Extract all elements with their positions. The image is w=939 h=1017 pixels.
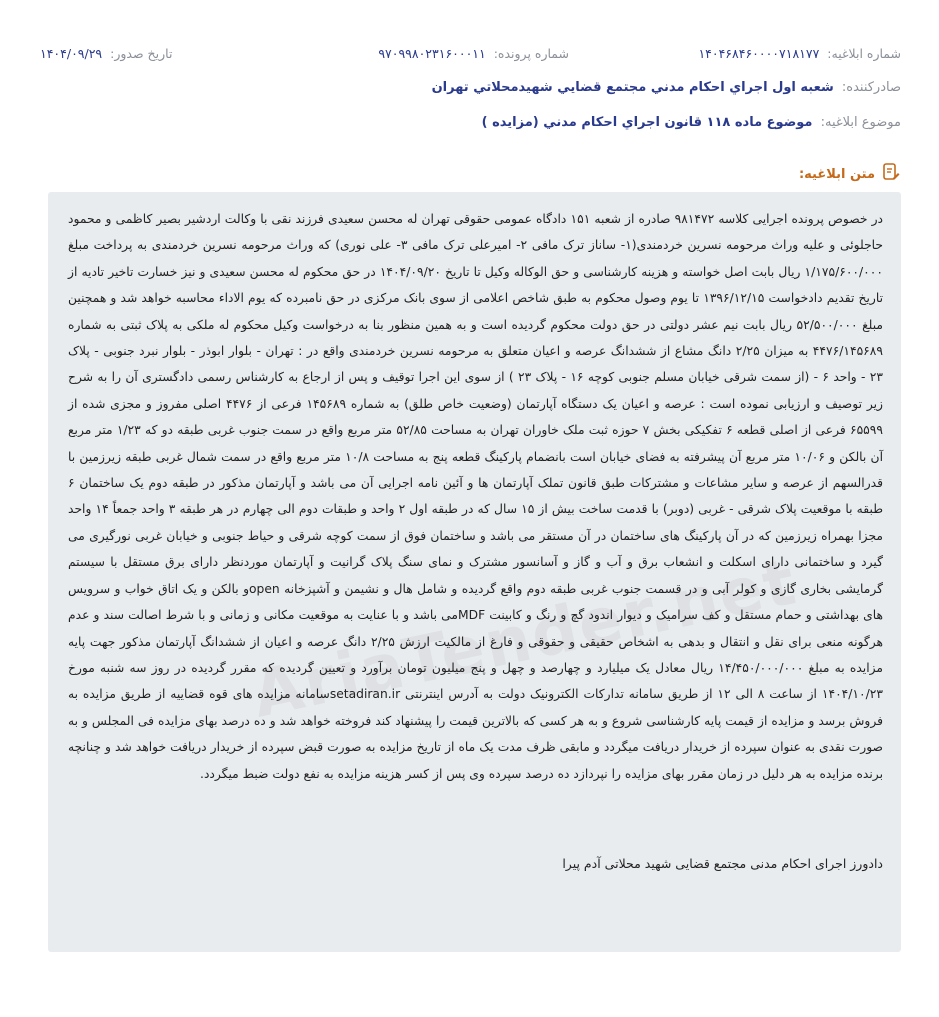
issuer-row bbox=[432, 80, 901, 95]
case-number-value: ۹۷۰۹۹۸۰۲۳۱۶۰۰۰۱۱ bbox=[378, 46, 486, 61]
subject-value: موضوع ماده ۱۱۸ قانون اجراي احكام مدني (مزايده ) bbox=[481, 115, 813, 130]
case-number-label: شماره پرونده: bbox=[493, 46, 569, 61]
issuer-label: صادرکننده: bbox=[841, 80, 901, 95]
document-edit-icon bbox=[881, 162, 901, 186]
notice-number-label: شماره ابلاغیه: bbox=[827, 46, 901, 61]
notice-number bbox=[698, 46, 901, 61]
notice-text-panel bbox=[48, 192, 901, 952]
case-number bbox=[378, 46, 569, 61]
notice-meta bbox=[40, 46, 901, 66]
issue-date-label: تاریخ صدور: bbox=[110, 46, 173, 61]
notice-text-heading bbox=[799, 162, 901, 186]
issuer-value: شعبه اول اجراي احكام مدني مجتمع قضايي شهيدمحلاتي تهران bbox=[431, 80, 834, 95]
signature: دادورز اجرای احکام مدنی مجتمع قضایی شهید محلاتی آدم پیرا bbox=[562, 856, 883, 871]
issue-date-value: ۱۴۰۴/۰۹/۲۹ bbox=[40, 46, 103, 61]
subject-label: موضوع ابلاغیه: bbox=[820, 115, 901, 130]
issue-date bbox=[40, 46, 172, 61]
notice-body: در خصوص پرونده اجرایی کلاسه ۹۸۱۴۷۲ صادره از شعبه ۱۵۱ دادگاه عمومی حقوقی تهران له محسن سعیدی فرزند نقی با وکالت اردشیر بصیر کاظمی و محمود حاجلوئی و علیه وراث مرحومه نسرین خردمندی(۱- ساناز ترک مافی ۲- امیرعلی ترک مافی ۳- علی نوری) که وراث مرحومه نسرین خردمندی به پرداخت مبلغ ۱/۱۷۵/۶۰۰/۰۰۰ ریال بابت اصل خواسته و هزینه کارشناسی و حق الوکاله وکیل تا تاریخ ۱۴۰۴/۰۹/۲۰ در حق محکوم له محسن سعیدی و نیز خسارت تاخیر تادیه از تاریخ تقدیم دادخواست ۱۳۹۶/۱۲/۱۵ تا یوم وصول محکوم به طبق شاخص اعلامی از سوی بانک مرکزی در حق نامبرده که یوم الاداء محاسبه خواهد شد و همچنین مبلغ ۵۲/۵۰۰/۰۰۰ ریال بابت نیم عشر دولتی در حق دولت محکوم گردیده است و به همین منظور بنا به درخواست وکیل محکوم له ملکی به پلاک ثبتی به شماره ۴۴۷۶/۱۴۵۶۸۹ به میزان ۲/۲۵ دانگ مشاع از ششدانگ عرصه و اعیان متعلق به مرحومه نسرین خردمندی واقع در : تهران - بلوار ابوذر - بلوار نبرد جنوبی - پلاک ۲۳ - واحد ۶ - (از سمت شرقی خیابان مسلم جنوبی کوچه ۱۶ - پلاک ۲۳ ) از سوی این اجرا توقیف و پس از ارجاع به کارشناس رسمی دادگستری آن را به شرح زیر توصیف و ارزیابی نموده است : عرصه و اعیان یک دستگاه آپارتمان (وضعیت خاص طلق) به شماره ۱۴۵۶۸۹ فرعی از ۴۴۷۶ اصلی مفروز و مجزی شده از ۶۵۵۹۹ فرعی از اصلی قطعه ۶ تفکیکی بخش ۷ حوزه ثبت ملک خاوران تهران به مساحت ۵۲/۸۵ متر مربع واقع در سمت جنوب غربی طبقه دو که ۱/۲۳ متر مربع آن بالکن و ۱۰/۰۶ متر مربع آن پیشرفته به فضای خیابان است بانضمام پارکینگ قطعه پنج به مساحت ۱۰/۸ متر مربع واقع در سمت شمال غربی طبقه زیرزمین با قدرالسهم از عرصه و سایر مشاعات و مشترکات طبق قانون تملک آپارتمان ها و آئین نامه اجرایی آن می باشد و آپارتمان مذکور در طبقه دوم یک ساختمان ۶ طبقه با موقعیت پلاک شرقی - غربی (دوبر) با قدمت ساخت بیش از ۱۵ سال که در طبقه اول ۲ واحد و طبقات دوم الی چهارم در هر طبقه ۳ واحد جمعاً ۱۴ واحد مجزا بهمراه زیرزمین که در آن پارکینگ های ساختمان در آن مستقر می باشد و ساختمان فوق از سمت کوچه شرقی و حیاط جنوبی و خیابان غربی نورگیری می گیرد و ساختمانی دارای اسکلت و انشعاب برق و آب و گاز و آسانسور مشترک و نمای سنگ پلاک گرانیت و آپارتمان موردنظر دارای برق مستقل با سیستم گرمایشی بخاری گازی و کولر آبی و در قسمت جنوب غربی طبقه دوم واقع گردیده و شامل هال و نشیمن و آشپزخانه openو بالکن و یک اتاق خواب و سرویس های بهداشتی و حمام مستقل و کف سرامیک و دیوار اندود گچ و رنگ و کابینت MDFمی باشد و با عنایت به موقعیت مکانی و زمانی و با شرط اصالت سند و عدم هرگونه منعی برای نقل و انتقال و بدهی به اشخاص حقیقی و حقوقی و فارغ از مالکیت ارزش ۲/۲۵ دانگ عرصه و اعیان از ششدانگ آپارتمان مذکور جهت پایه مزایده به مبلغ ۱۴/۴۵۰/۰۰۰/۰۰۰ ریال معادل یک میلیارد و چهارصد و چهل و پنج میلیون تومان برآورد و تعیین گردیده که مقرر گردیده در روز سه شنبه مورخ ۱۴۰۴/۱۰/۲۳ از ساعت ۸ الی ۱۲ از طریق سامانه تدارکات الکترونیک دولت به آدرس اینترنتی setadiran.irسامانه مزایده های قوه قضاییه از طریق مزایده به فروش برسد و مزایده از قیمت پایه کارشناسی شروع و به هر کسی که بالاترین قیمت را پیشنهاد کند فروخته خواهد شد و ده درصد بهای مزایده فی المجلس و به صورت نقدی به عنوان سپرده از خریدار دریافت میگردد و مابقی ظرف مدت یک ماه از تاریخ مزایده به صورت قبض سپرده از خریدار دریافت خواهد شد و چنانچه برنده مزایده به هر دلیل در زمان مقرر بهای مزایده را نپردازد ده درصد سپرده وی پس از کسر هزینه مزایده به نفع دولت ضبط میگردد. bbox=[68, 212, 884, 781]
notice-text-title: متن ابلاغیه: bbox=[798, 166, 875, 182]
subject-row bbox=[482, 115, 901, 130]
notice-number-value: ۱۴۰۴۶۸۴۶۰۰۰۰۷۱۸۱۷۷ bbox=[698, 46, 820, 61]
